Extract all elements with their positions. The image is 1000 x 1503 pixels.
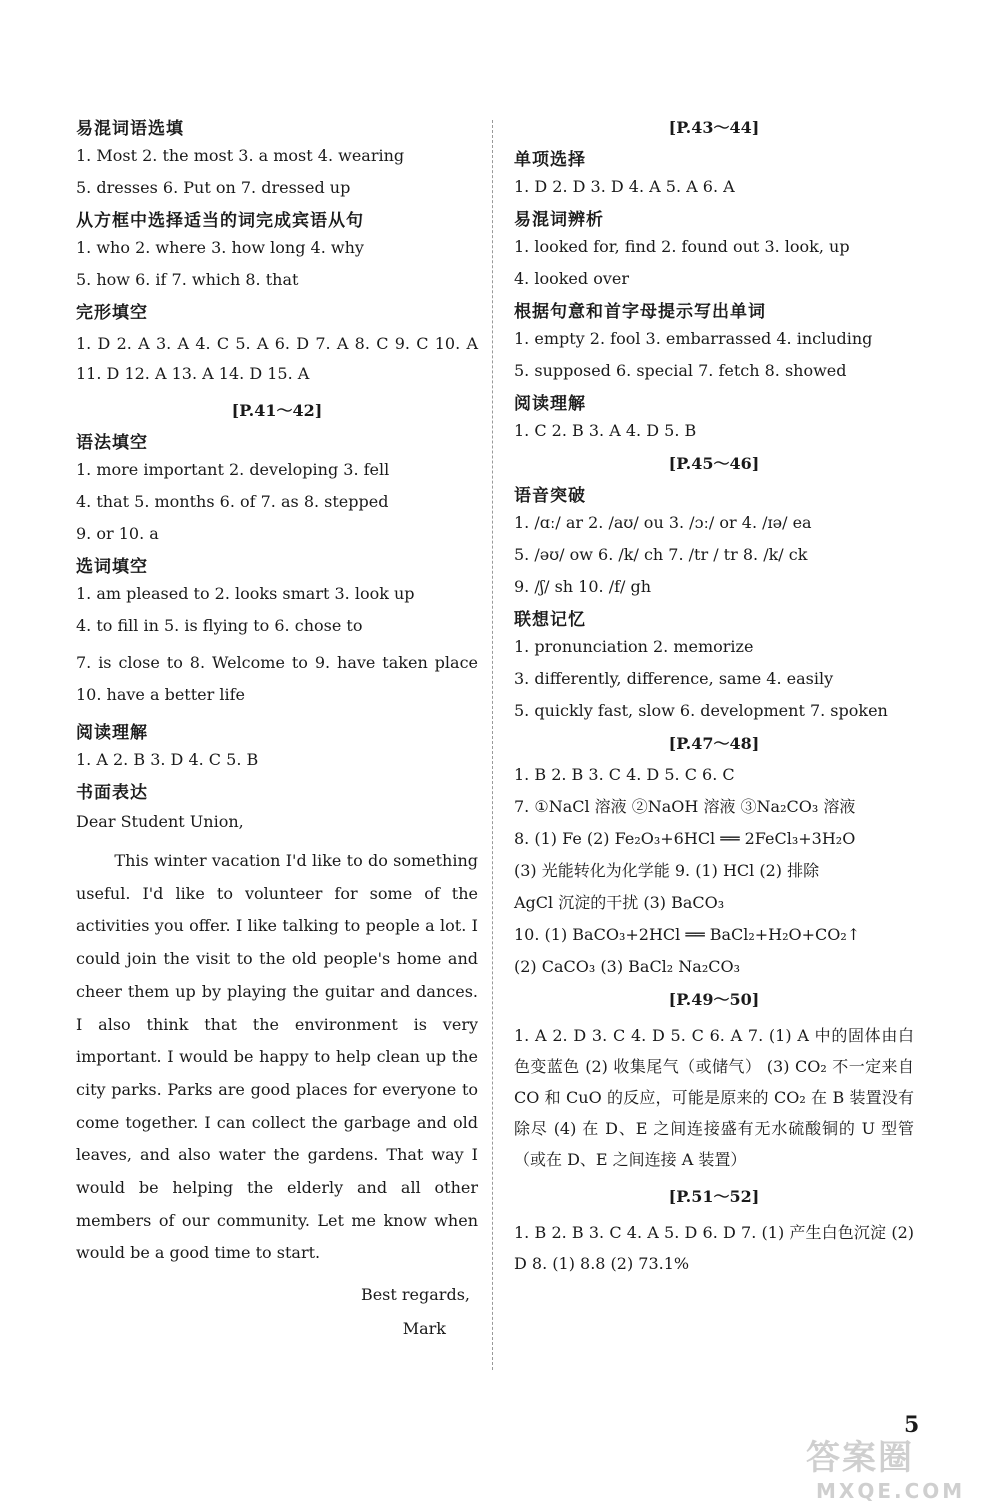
left-column bbox=[76, 112, 478, 1340]
answer-line: 5. dresses 6. Put on 7. dressed up bbox=[76, 178, 351, 197]
answer-line: 7. is close to 8. Welcome to 9. have taken place 10. have a better life bbox=[76, 653, 478, 704]
letter-closing: Best regards, bbox=[360, 1285, 470, 1305]
answer-line: 1. B 2. B 3. C 4. D 5. C 6. C bbox=[514, 765, 735, 784]
page-range-heading: [P.47～48] bbox=[668, 734, 760, 753]
answer-line: 4. that 5. months 6. of 7. as 8. stepped bbox=[76, 492, 389, 511]
answer-line: 3. differently, difference, same 4. easily bbox=[514, 669, 834, 688]
letter-greeting: Dear Student Union, bbox=[76, 812, 244, 831]
answer-line: 5. /əʊ/ ow 6. /k/ ch 7. /tr / tr 8. /k/ ck bbox=[514, 545, 808, 564]
watermark-text: 答案圈 bbox=[806, 1438, 914, 1478]
right-column bbox=[514, 112, 914, 1289]
answer-line: 1. Most 2. the most 3. a most 4. wearing bbox=[76, 146, 405, 165]
answer-line: 1. more important 2. developing 3. fell bbox=[76, 460, 390, 479]
page-range-heading: [P.43～44] bbox=[668, 118, 760, 137]
section-title: 选词填空 bbox=[76, 557, 148, 577]
section-title: 单项选择 bbox=[514, 150, 586, 170]
answer-line: AgCl 沉淀的干扰 (3) BaCO₃ bbox=[514, 893, 725, 912]
page-range-heading: [P.45～46] bbox=[668, 454, 760, 473]
answer-line: 1. empty 2. fool 3. embarrassed 4. including bbox=[514, 329, 873, 348]
section-title: 易混词辨析 bbox=[514, 210, 604, 230]
page-range-heading: [P.51～52] bbox=[668, 1187, 760, 1206]
column-divider bbox=[492, 120, 493, 1370]
answer-paragraph: 1. A 2. D 3. C 4. D 5. C 6. A 7. (1) A 中的固体由白色变蓝色 (2) 收集尾气（或储气） (3) CO₂ 不一定来自 CO 和 CuO 的反应，可能是原来的 CO₂ 在 B 装置没有除尽 (4) 在 D、E 之间连接盛有无水硫酸铜的 U 型管（或在 D、E 之间连接 A 装置） bbox=[514, 1026, 914, 1169]
watermark-url: MXQE.COM bbox=[816, 1479, 966, 1503]
section-title: 联想记忆 bbox=[514, 610, 586, 630]
answer-line: (2) CaCO₃ (3) BaCl₂ Na₂CO₃ bbox=[514, 957, 741, 976]
answer-line: 5. how 6. if 7. which 8. that bbox=[76, 270, 299, 289]
section-title: 阅读理解 bbox=[514, 394, 586, 414]
watermark-logo bbox=[806, 1430, 965, 1503]
section-title: 语音突破 bbox=[514, 486, 586, 506]
answer-line: 1. D 2. A 3. A 4. C 5. A 6. D 7. A 8. C 9. C 10. A 11. D 12. A 13. A 14. D 15. A bbox=[76, 334, 478, 383]
answer-line: 8. (1) Fe (2) Fe₂O₃+6HCl ══ 2FeCl₃+3H₂O bbox=[514, 829, 856, 848]
answer-line: (3) 光能转化为化学能 9. (1) HCl (2) 排除 bbox=[514, 861, 820, 880]
answer-line: 1. am pleased to 2. looks smart 3. look up bbox=[76, 584, 415, 603]
section-title: 从方框中选择适当的词完成宾语从句 bbox=[76, 211, 364, 231]
page-number: 5 bbox=[904, 1412, 920, 1438]
page-range-heading: [P.49～50] bbox=[668, 990, 760, 1009]
answer-line: 4. to fill in 5. is flying to 6. chose to bbox=[76, 616, 363, 635]
section-title: 书面表达 bbox=[76, 783, 148, 803]
answer-line: 4. looked over bbox=[514, 269, 630, 288]
answer-paragraph: 1. B 2. B 3. C 4. A 5. D 6. D 7. (1) 产生白色沉淀 (2) D 8. (1) 8.8 (2) 73.1% bbox=[514, 1223, 914, 1273]
section-title: 语法填空 bbox=[76, 433, 148, 453]
section-title: 根据句意和首字母提示写出单词 bbox=[514, 302, 766, 322]
answer-line: 10. (1) BaCO₃+2HCl ══ BaCl₂+H₂O+CO₂↑ bbox=[514, 925, 861, 944]
letter-signature: Mark bbox=[402, 1319, 446, 1339]
answer-line: 1. D 2. D 3. D 4. A 5. A 6. A bbox=[514, 177, 735, 196]
page-range-heading: [P.41～42] bbox=[231, 401, 323, 420]
answer-line: 1. A 2. B 3. D 4. C 5. B bbox=[76, 750, 259, 769]
section-title: 完形填空 bbox=[76, 303, 148, 323]
answer-line: 1. /ɑː/ ar 2. /aʊ/ ou 3. /ɔː/ or 4. /ɪə/ ea bbox=[514, 513, 812, 532]
answer-line: 1. pronunciation 2. memorize bbox=[514, 637, 754, 656]
answer-line: 1. looked for, find 2. found out 3. look, up bbox=[514, 237, 850, 256]
answer-line: 9. or 10. a bbox=[76, 524, 159, 543]
answer-line: 1. C 2. B 3. A 4. D 5. B bbox=[514, 421, 697, 440]
answer-line: 5. quickly fast, slow 6. development 7. spoken bbox=[514, 701, 888, 720]
answer-line: 5. supposed 6. special 7. fetch 8. showed bbox=[514, 361, 847, 380]
section-title: 阅读理解 bbox=[76, 723, 148, 743]
answer-line: 7. ①NaCl 溶液 ②NaOH 溶液 ③Na₂CO₃ 溶液 bbox=[514, 797, 856, 816]
letter-body: This winter vacation I'd like to do something useful. I'd like to volunteer for some of the activities you offer. I like talking to people a lot. I could join the visit to the old people's home and cheer them up by playing the guitar and dances. I also think that the environment is very important. I would be happy to help clean up the city parks. Parks are good places for everyone to come together. I can collect the garbage and old leaves, and also water the gardens. That way I would be helping the elderly and all other members of our community. Let me know when would be a good time to start. bbox=[76, 851, 478, 1263]
answer-line: 1. who 2. where 3. how long 4. why bbox=[76, 238, 364, 257]
answer-line: 9. /ʃ/ sh 10. /f/ gh bbox=[514, 577, 652, 596]
section-title: 易混词语选填 bbox=[76, 119, 184, 139]
